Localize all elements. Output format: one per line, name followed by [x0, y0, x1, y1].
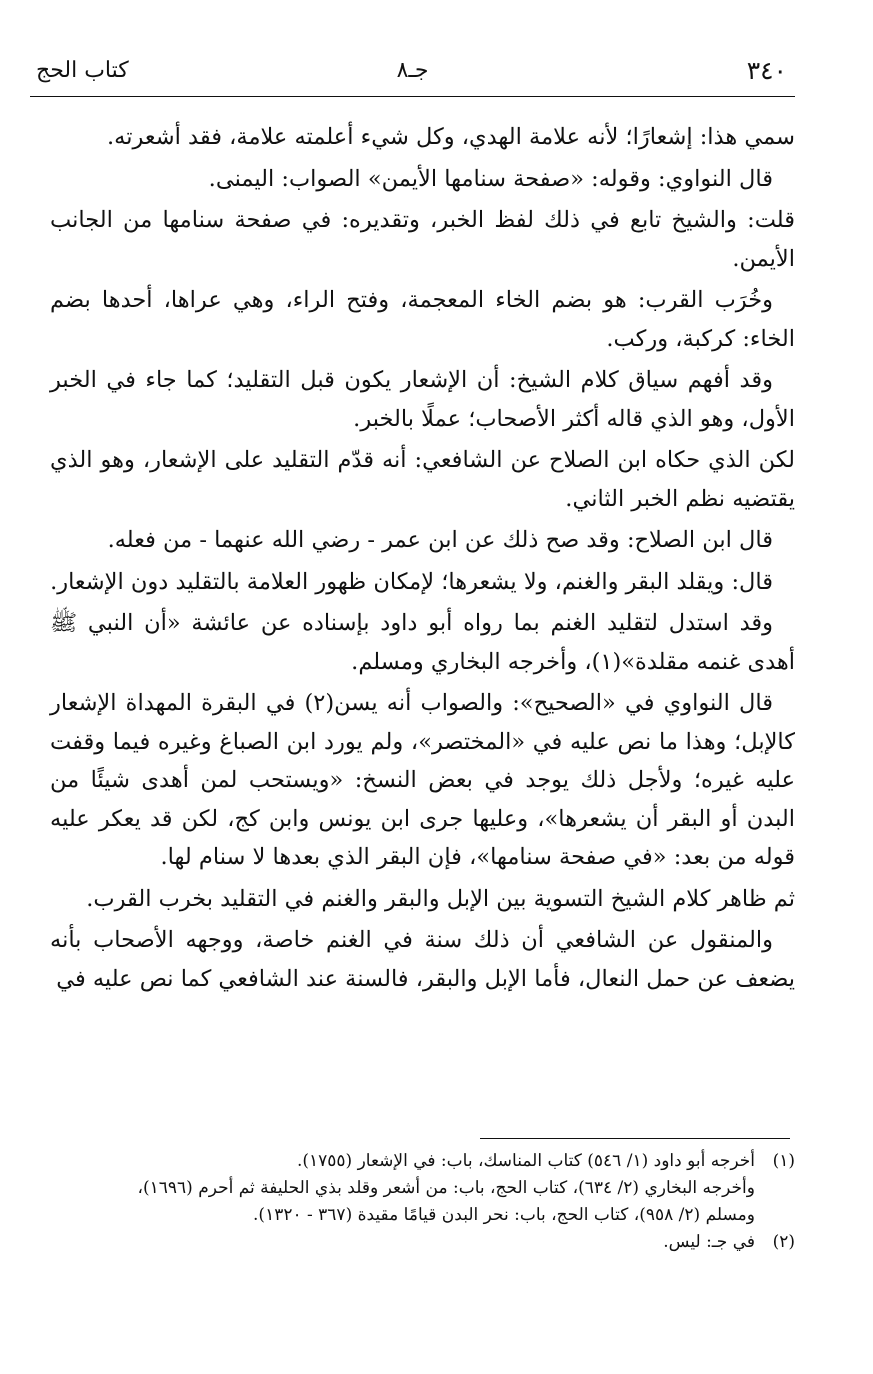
paragraph: قال ابن الصلاح: وقد صح ذلك عن ابن عمر - رضي الله عنهما - من فعله.	[107, 527, 773, 553]
paragraph: قال: ويقلد البقر والغنم، ولا يشعرها؛ لإمكان ظهور العلامة بالتقليد دون الإشعار.	[50, 568, 773, 595]
paragraph: لكن الذي حكاه ابن الصلاح عن الشافعي: أنه قدّم التقليد على الإشعار، وهو الذي يقتضيه نظم الخبر الثاني.	[50, 447, 795, 512]
footnotes	[55, 1148, 795, 1256]
footnote-line: أخرجه أبو داود (١/ ٥٤٦) كتاب المناسك، باب: في الإشعار (١٧٥٥).	[296, 1151, 755, 1171]
paragraph: ثم ظاهر كلام الشيخ التسوية بين الإبل والبقر والغنم في التقليد بخرب القرب.	[86, 885, 795, 912]
page-header	[30, 52, 795, 96]
paragraph: قال النواوي: وقوله: «صفحة سنامها الأيمن» الصواب: اليمنى.	[208, 165, 773, 192]
paragraph: وخُرَب القرب: هو بضم الخاء المعجمة، وفتح الراء، وهي عراها، أحدها بضم الخاء: كركبة، وركب.	[50, 287, 795, 352]
header-rule	[30, 96, 795, 97]
footnote	[55, 1148, 795, 1229]
volume-label: جـ٨	[396, 58, 429, 83]
paragraph: قلت: والشيخ تابع في ذلك لفظ الخبر، وتقديره: في صفحة سنامها من الجانب الأيمن.	[50, 207, 795, 272]
footnote-line: وأخرجه البخاري (٢/ ٦٣٤)، كتاب الحج، باب: من أشعر وقلد بذي الحليفة ثم أحرم (١٦٩٦)،	[137, 1178, 755, 1198]
footnote	[55, 1229, 795, 1256]
footnote-rule	[480, 1138, 790, 1139]
paragraph: وقد أفهم سياق كلام الشيخ: أن الإشعار يكون قبل التقليد؛ كما جاء في الخبر الأول، وهو الذي قاله أكثر الأصحاب؛ عملًا بالخبر.	[50, 367, 795, 432]
paragraph: وقد استدل لتقليد الغنم بما رواه أبو داود بإسناده عن عائشة «أن النبي ﷺ أهدى غنمه مقلدة»(١)، وأخرجه البخاري ومسلم.	[50, 610, 795, 675]
paragraph: سمي هذا: إشعارًا؛ لأنه علامة الهدي، وكل شيء أعلمته علامة، فقد أشعرته.	[107, 124, 795, 150]
main-text	[50, 118, 795, 1001]
page-number: ٣٤٠	[746, 56, 787, 85]
footnote-number: (٢)	[772, 1232, 795, 1252]
footnote-line: في جـ: ليس.	[663, 1232, 755, 1252]
paragraph: قال النواوي في «الصحيح»: والصواب أنه يسن(٢) في البقرة المهداة الإشعار كالإبل؛ وهذا ما نص عليه في «المختصر»، ولم يورد ابن الصباغ وغيره فيما وقفت عليه غيره؛ ولأجل ذلك يوجد في بعض النسخ: «ويستحب لمن أهدى شيئًا من البدن أو البقر أن يشعرها»، وعليها جرى ابن يونس وابن كج، لكن قد يعكر عليه قوله من بعد: «في صفحة سنامها»، فإن البقر الذي بعدها لا سنام لها.	[50, 690, 795, 870]
running-title: كتاب الحج	[36, 58, 129, 83]
footnote-line: ومسلم (٢/ ٩٥٨)، كتاب الحج، باب: نحر البدن قيامًا مقيدة (٣٦٧ - ١٣٢٠).	[253, 1205, 755, 1225]
paragraph: والمنقول عن الشافعي أن ذلك سنة في الغنم خاصة، ووجهه الأصحاب بأنه يضعف عن حمل النعال، فأما الإبل والبقر، فالسنة عند الشافعي كما نص عليه في	[50, 927, 795, 992]
footnote-number: (١)	[772, 1151, 795, 1171]
